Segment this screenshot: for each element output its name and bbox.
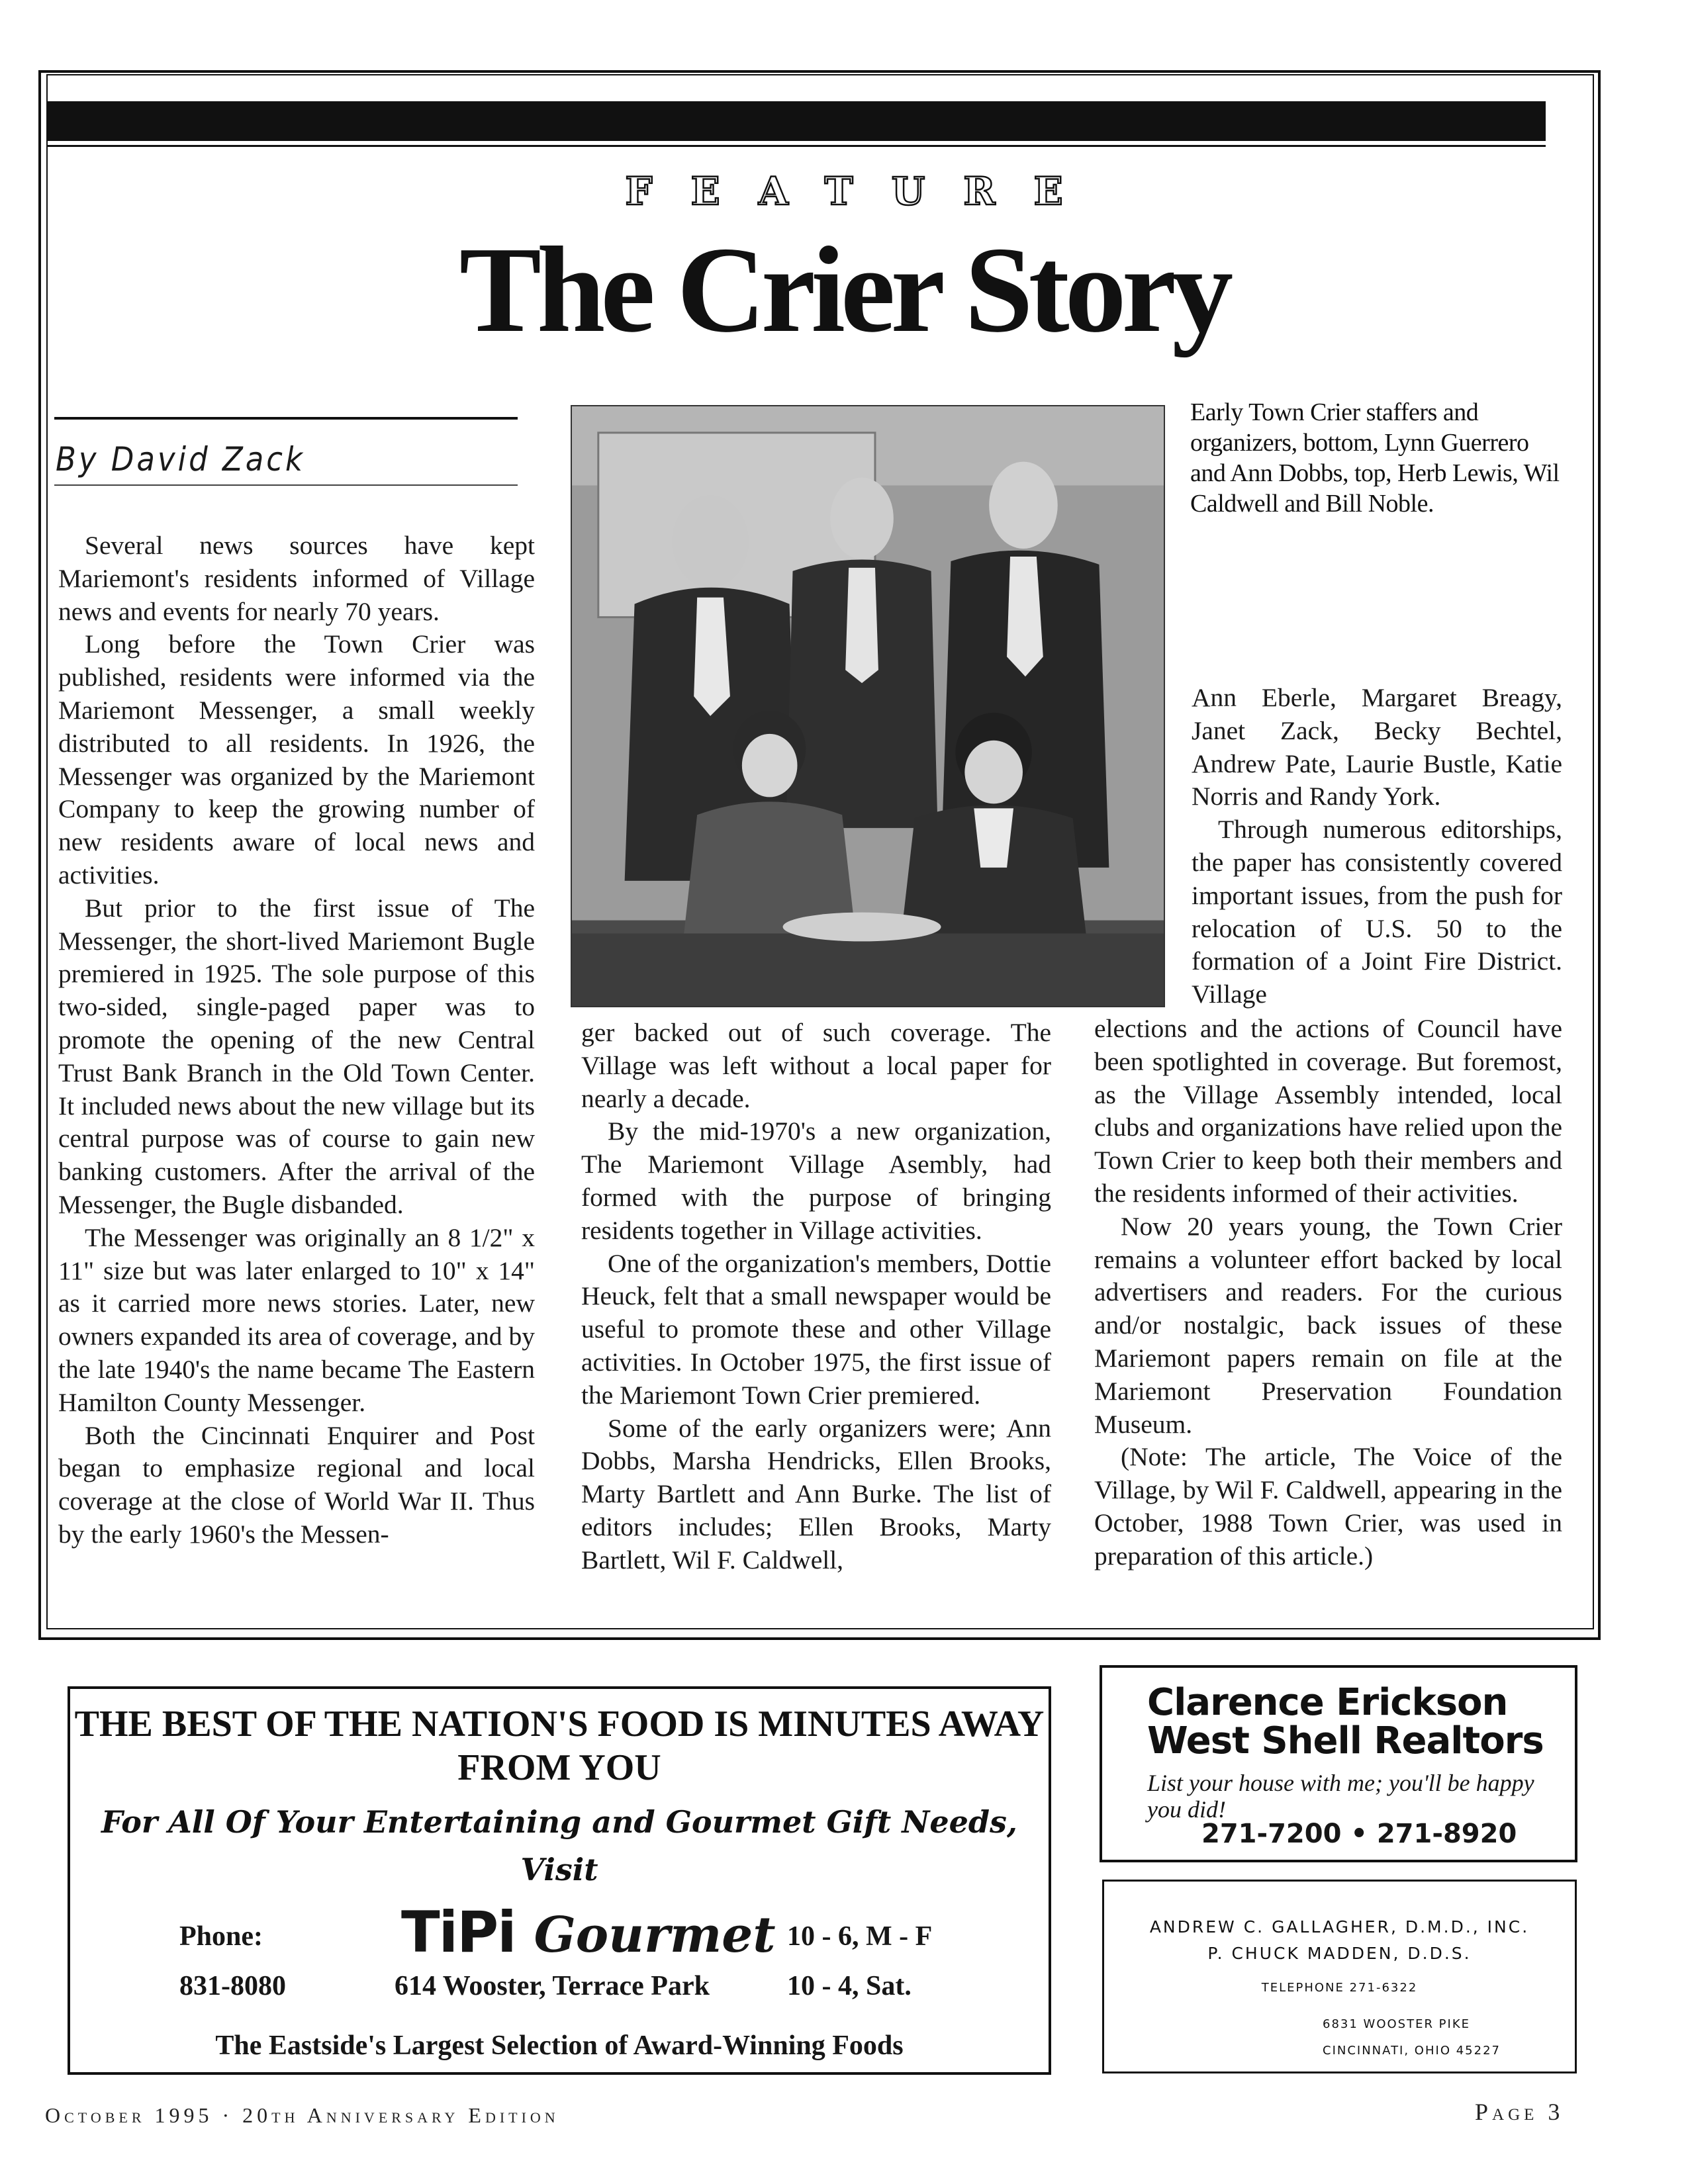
byline: By David Zack xyxy=(56,440,306,478)
photo-caption: Early Town Crier staffers and organizers, bottom, Lynn Guerrero and Ann Dobbs, top, Herb Lewis, Wil Caldwell and Bill Noble. xyxy=(1190,398,1560,518)
ad-address: 614 Wooster, Terrace Park xyxy=(395,1971,710,2001)
masthead-bar xyxy=(46,101,1546,141)
ad-headline: THE BEST OF THE NATION'S FOOD IS MINUTES AWAY FROM YOU xyxy=(74,1704,1045,1788)
footer-edition: October 1995 · 20th Anniversary Edition xyxy=(45,2103,559,2127)
paragraph: By the mid-1970's a new organization, The Mariemont Village Asembly, had formed with the purpose of bringing residents together in Village activities. xyxy=(581,1116,1051,1245)
paragraph: Long before the Town Crier was published, residents were informed via the Mariemont Messenger, a small weekly distributed to all residents. In 1926, the Messenger was organized by the Mariemont Company to keep the growing number of new residents aware of local news and activities. xyxy=(58,629,535,889)
paragraph: Through numerous editorships, the paper has consistently covered important issues, from the push for relocation of U.S. 50 to the formation of a Joint Fire District. Village xyxy=(1192,815,1562,1009)
realtor-name-line2: West Shell Realtors xyxy=(1147,1719,1544,1762)
dental-address-2: CINCINNATI, OHIO 45227 xyxy=(1323,2044,1501,2058)
page-number: Page 3 xyxy=(1475,2099,1564,2125)
article-column-1 xyxy=(58,529,535,1551)
byline-rule-top xyxy=(54,417,518,420)
realtor-name-line1: Clarence Erickson xyxy=(1147,1681,1508,1724)
realtor-slogan: List your house with me; you'll be happy you did! xyxy=(1147,1770,1534,1823)
dental-ad xyxy=(1102,1880,1577,2073)
dental-telephone: TELEPHONE 271-6322 xyxy=(1261,1981,1418,1995)
paragraph: Several news sources have kept Mariemont's residents informed of Village news and events for nearly 70 years. xyxy=(58,531,535,626)
paragraph: One of the organization's members, Dottie Heuck, felt that a small newspaper would be useful to promote these and other Village activities. In October 1975, the first issue of the Mariemont Town Crier premiered. xyxy=(581,1248,1051,1410)
staff-photo xyxy=(571,405,1165,1007)
tipi-gourmet-ad xyxy=(68,1686,1051,2075)
staff-photo-image xyxy=(572,406,1164,1006)
article-column-2 xyxy=(581,1017,1051,1577)
ad-script-line xyxy=(70,1798,1049,1893)
realtor-name xyxy=(1147,1681,1544,1762)
realtor-ad xyxy=(1100,1665,1577,1862)
ad-brand-script: Gourmet xyxy=(534,1907,776,1964)
ad-visit-text: Visit xyxy=(520,1852,598,1888)
ad-phone-label: Phone: xyxy=(179,1921,263,1952)
paragraph: Ann Eberle, Margaret Breagy, Janet Zack, Becky Bechtel, Andrew Pate, Laurie Bustle, Katie Norris and Randy York. xyxy=(1192,683,1562,811)
byline-rule-bottom xyxy=(54,484,518,486)
ad-script-text: For All Of Your Entertaining and Gourmet Gift Needs, xyxy=(101,1804,1017,1840)
ad-brand-logo xyxy=(401,1899,776,1966)
realtor-phones: 271-7200 • 271-8920 xyxy=(1201,1819,1517,1849)
dental-address-1: 6831 WOOSTER PIKE xyxy=(1323,2017,1471,2031)
article-column-3 xyxy=(1094,1013,1562,1573)
paragraph: (Note: The article, The Voice of the Village, by Wil F. Caldwell, appearing in the October, 1988 Town Crier, was used in preparation of this article.) xyxy=(1094,1442,1562,1570)
paragraph: Both the Cincinnati Enquirer and Post began to emphasize regional and local coverage at the close of World War II. Thus by the early 1960's the Messen- xyxy=(58,1420,535,1549)
ad-brand-main: TiPi xyxy=(401,1899,516,1966)
paragraph: But prior to the first issue of The Messenger, the short-lived Mariemont Bugle premiered in 1925. The sole purpose of this two-sided, single-paged paper was to promote the opening of the new Central Trust Bank Branch in the Old Town Center. It included news about the new village but its central purpose was of course to gain new banking customers. After the arrival of the Messenger, the Bugle disbanded. xyxy=(58,893,535,1219)
paragraph: Some of the early organizers were; Ann Dobbs, Marsha Hendricks, Ellen Brooks, Marty Bartlett and Ann Burke. The list of editors includes; Ellen Brooks, Marty Bartlett, Wil F. Caldwell, xyxy=(581,1413,1051,1574)
ad-tagline: The Eastside's Largest Selection of Award-Winning Foods xyxy=(215,2030,904,2061)
masthead-rule xyxy=(46,145,1546,147)
headline: The Crier Story xyxy=(459,222,1229,358)
ad-hours-saturday: 10 - 4, Sat. xyxy=(787,1971,912,2001)
dental-name-2: P. CHUCK MADDEN, D.D.S. xyxy=(1207,1944,1472,1963)
feature-kicker: FEATURE xyxy=(625,169,1102,214)
ad-phone-number: 831-8080 xyxy=(179,1971,286,2001)
ad-hours-weekday: 10 - 6, M - F xyxy=(787,1921,933,1952)
paragraph: The Messenger was originally an 8 1/2" x 11" size but was later enlarged to 10" x 14" as it carried more news stories. Later, new owners expanded its area of coverage, and by the late 1940's the name became The Eastern Hamilton County Messenger. xyxy=(58,1222,535,1417)
article-column-3-top xyxy=(1192,682,1562,1011)
dental-name-1: ANDREW C. GALLAGHER, D.M.D., INC. xyxy=(1149,1917,1530,1936)
paragraph: elections and the actions of Council have been spotlighted in coverage. But foremost, as the Village Assembly intended, local clubs and organizations have relied upon the Town Crier to keep both their members and the residents informed of their activities. xyxy=(1094,1014,1562,1208)
paragraph: Now 20 years young, the Town Crier remains a volunteer effort backed by local advertisers and readers. For the curious and/or nostalgic, back issues of these Mariemont papers remain on file at the Mariemont Preservation Foundation Museum. xyxy=(1094,1211,1562,1439)
paragraph: ger backed out of such coverage. The Village was left without a local paper for nearly a decade. xyxy=(581,1018,1051,1113)
